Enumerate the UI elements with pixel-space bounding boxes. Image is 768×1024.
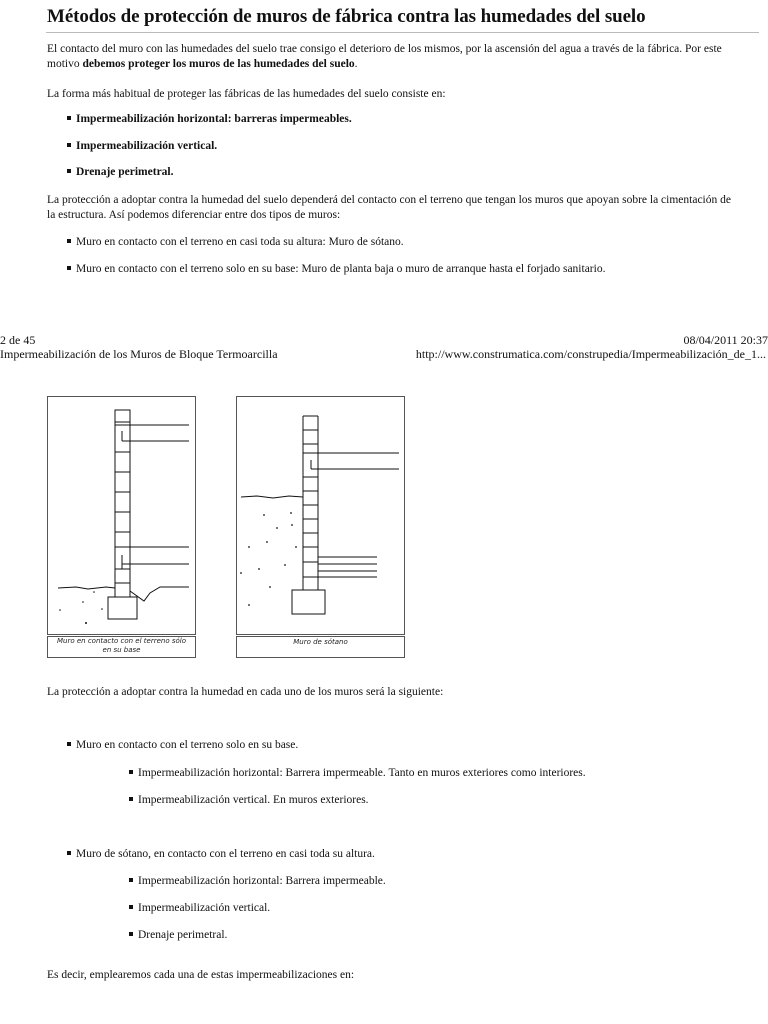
list-item-label: Impermeabilización horizontal: Barrera impermeable. Tanto en muros exteriores como interiores.: [138, 767, 586, 779]
page-title: Métodos de protección de muros de fábrica contra las humedades del suelo: [47, 6, 646, 27]
wall-types-intro: La protección a adoptar contra la humedad del suelo dependerá del contacto con el terreno que tengan los muros que apoyan sobre la cimentación de la estructura. Así podemos diferenciar entre dos tipos de muros:: [47, 194, 731, 221]
list-item-basement-wall-sub-2: [129, 901, 270, 916]
bullet-icon: [129, 905, 133, 909]
bullet-icon: [67, 169, 71, 173]
bullet-icon: [67, 851, 71, 855]
bullet-icon: [129, 770, 133, 774]
intro-text-end: .: [354, 58, 358, 70]
bullet-icon: [129, 932, 133, 936]
figure-base-wall-caption: [47, 636, 196, 658]
list-item-label: Drenaje perimetral.: [138, 929, 228, 941]
closing-paragraph: Es decir, emplearemos cada una de estas impermeabilizaciones en:: [47, 969, 355, 981]
figure-base-wall: [47, 396, 196, 635]
bullet-icon: [67, 266, 71, 270]
intro-bold-text: debemos proteger los muros de las humedades del suelo: [82, 58, 355, 70]
list-item-base-wall-sub-2: [129, 793, 369, 808]
list-item-method-2: [67, 139, 217, 154]
bullet-icon: [67, 742, 71, 746]
list-item-wall-type-1: [67, 235, 404, 250]
intro-text: El contacto del muro con las humedades del suelo trae consigo el deterioro de los mismos, por la ascensión del agua a través de la fábrica. Por este motivo: [47, 43, 722, 70]
basement-wall-drawing: [237, 397, 404, 634]
list-item-base-wall-sub-1: [129, 766, 586, 781]
list-item-label: Muro en contacto con el terreno solo en su base.: [76, 739, 299, 751]
list-item-basement-wall-sub-1: [129, 874, 386, 889]
list-item-label: Impermeabilización horizontal: Barrera impermeable.: [138, 875, 386, 887]
intro-paragraph: [47, 42, 737, 72]
list-item-label: Muro en contacto con el terreno solo en su base: Muro de planta baja o muro de arranque hasta el forjado sanitario.: [76, 263, 606, 275]
figure-basement-wall-caption: [236, 636, 405, 658]
caption-line: Muro de sótano: [293, 638, 348, 646]
list-item-label: Impermeabilización vertical.: [138, 902, 271, 914]
list-item-label: Drenaje perimetral.: [76, 166, 174, 178]
list-item-base-wall: [67, 738, 298, 753]
list-item-label: Muro de sótano, en contacto con el terreno en casi toda su altura.: [76, 848, 375, 860]
title-underline: [46, 32, 759, 33]
list-item-label: Impermeabilización vertical. En muros exteriores.: [138, 794, 369, 806]
bullet-icon: [129, 797, 133, 801]
base-wall-drawing: [48, 397, 195, 634]
list-item-label: Impermeabilización horizontal: barreras impermeables.: [76, 113, 352, 125]
list-item-label: Impermeabilización vertical.: [76, 140, 218, 152]
list-item-method-1: [67, 112, 352, 127]
methods-intro: La forma más habitual de proteger las fábricas de las humedades del suelo consiste en:: [47, 88, 446, 100]
list-item-basement-wall: [67, 847, 375, 862]
footer-page-number: 2 de 45: [0, 333, 36, 347]
bullet-icon: [67, 239, 71, 243]
list-item-wall-type-2: [67, 262, 605, 277]
list-item-label: Muro en contacto con el terreno en casi toda su altura: Muro de sótano.: [76, 236, 404, 248]
protection-intro: La protección a adoptar contra la humedad en cada uno de los muros será la siguiente:: [47, 686, 444, 698]
caption-line-2: en su base: [102, 646, 141, 654]
footer-doc-title: Impermeabilización de los Muros de Bloque Termoarcilla: [0, 347, 278, 361]
footer-datetime: 08/04/2011 20:37: [683, 333, 768, 347]
list-item-basement-wall-sub-3: [129, 928, 227, 943]
list-item-method-3: [67, 165, 174, 180]
figure-basement-wall: [236, 396, 405, 635]
bullet-icon: [67, 116, 71, 120]
footer-url: http://www.construmatica.com/construpedia/Impermeabilización_de_1...: [415, 347, 766, 361]
bullet-icon: [129, 878, 133, 882]
bullet-icon: [67, 143, 71, 147]
caption-line-1: Muro en contacto con el terreno sólo: [56, 637, 187, 645]
